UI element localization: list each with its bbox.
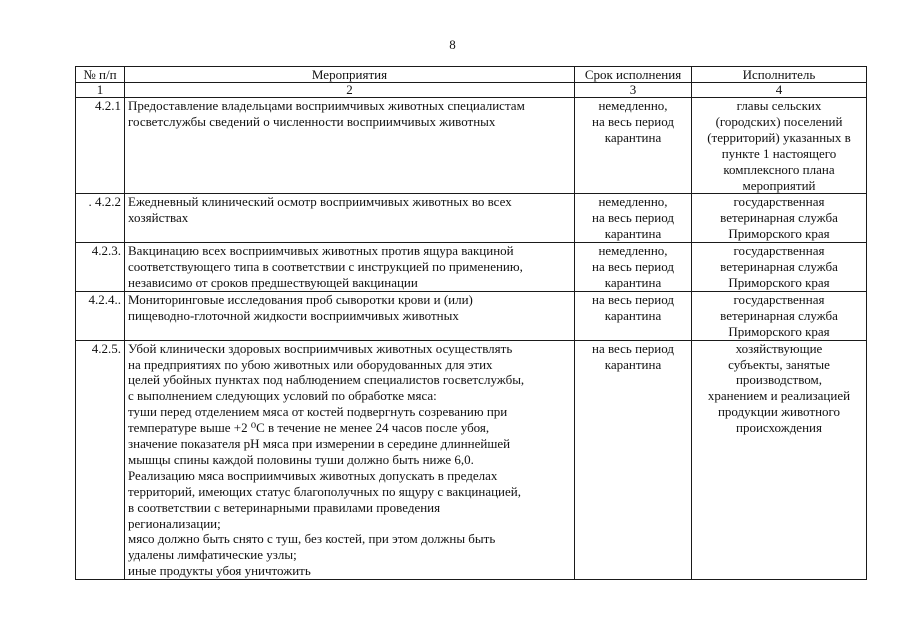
action-line: мышцы спины каждой половины туши должно быть ниже 6,0. xyxy=(128,451,474,467)
action-line: в соответствии с ветеринарными правилами проведения xyxy=(128,499,441,515)
table-row xyxy=(76,291,867,340)
row-term xyxy=(575,98,692,194)
executor-line: ветеринарная служба xyxy=(720,307,838,323)
table-row xyxy=(76,98,867,194)
term-line: карантина xyxy=(604,356,662,372)
row-number: 4.2.5. xyxy=(76,340,125,580)
column-number: 3 xyxy=(575,83,692,98)
term-line: немедленно, xyxy=(598,243,668,259)
executor-line: Приморского края xyxy=(728,274,830,290)
action-line: целей убойных пунктах под наблюдением специалистов госветслужбы, xyxy=(128,372,525,388)
term-line: немедленно, xyxy=(598,98,668,113)
row-number: 4.2.4.. xyxy=(76,291,125,340)
action-line: пищеводно-глоточной жидкости восприимчивых животных xyxy=(128,307,459,323)
term-line: на весь период xyxy=(591,259,674,275)
column-number-row xyxy=(76,83,867,98)
term-line: на весь период xyxy=(591,210,674,226)
column-number: 1 xyxy=(76,83,125,98)
row-number: . 4.2.2 xyxy=(76,194,125,243)
row-number: 4.2.1 xyxy=(76,98,125,194)
executor-line: ветеринарная служба xyxy=(720,210,838,226)
executor-line: мероприятий xyxy=(742,177,816,193)
term-line: карантина xyxy=(604,307,662,323)
action-line: туши перед отделением мяса от костей подвергнуть созреванию при xyxy=(128,404,508,420)
executor-line: (городских) поселений xyxy=(715,113,843,129)
row-term xyxy=(575,194,692,243)
executor-line: хозяйствующие xyxy=(735,340,823,356)
executor-line: субъекты, занятые xyxy=(728,356,830,372)
action-line: территорий, имеющих статус благополучных по ящуру с вакцинацией, xyxy=(128,483,521,499)
table-row xyxy=(76,340,867,580)
executor-line: происхождения xyxy=(736,420,822,436)
action-line: иные продукты убоя уничтожить xyxy=(128,563,311,579)
header-row xyxy=(76,67,867,83)
row-term xyxy=(575,291,692,340)
term-line: на весь период xyxy=(591,113,674,129)
action-line: мясо должно быть снято с туш, без костей, при этом должны быть xyxy=(128,531,496,547)
action-line: температуре выше +2 ⁰С в течение не менее 24 часов после убоя, xyxy=(128,420,490,436)
action-line: с выполнением следующих условий по обработке мяса: xyxy=(128,388,437,404)
executor-line: хранением и реализацией xyxy=(707,388,851,404)
row-executor xyxy=(692,291,867,340)
term-line: на весь период xyxy=(591,291,674,307)
action-line: госветслужбы сведений о численности восприимчивых животных xyxy=(128,113,496,129)
executor-line: государственная xyxy=(733,291,825,307)
term-line: карантина xyxy=(604,129,662,145)
term-line: немедленно, xyxy=(598,194,668,210)
executor-line: государственная xyxy=(733,194,825,210)
action-line: значение показателя pH мяса при измерении в середине длиннейшей xyxy=(128,436,511,452)
executor-line: продукции животного xyxy=(717,404,841,420)
action-line: соответствующего типа в соответствии с инструкцией по применению, xyxy=(128,259,523,275)
action-line: независимо от сроков предшествующей вакцинации xyxy=(128,274,418,290)
column-number: 2 xyxy=(125,83,575,98)
table-row xyxy=(76,243,867,292)
row-executor xyxy=(692,340,867,580)
row-executor xyxy=(692,243,867,292)
executor-line: пункте 1 настоящего xyxy=(721,145,837,161)
executor-line: производством, xyxy=(735,372,823,388)
row-action xyxy=(125,243,575,292)
header-num: № п/п xyxy=(76,67,125,83)
column-number: 4 xyxy=(692,83,867,98)
term-line: на весь период xyxy=(591,340,674,356)
action-line: хозяйствах xyxy=(128,210,189,226)
executor-line: главы сельских xyxy=(736,98,822,113)
term-line: карантина xyxy=(604,274,662,290)
measures-table xyxy=(75,66,867,580)
executor-line: Приморского края xyxy=(728,226,830,242)
action-line: удалены лимфатические узлы; xyxy=(128,547,297,563)
row-action xyxy=(125,98,575,194)
action-line: регионализации; xyxy=(128,515,221,531)
executor-line: государственная xyxy=(733,243,825,259)
action-line: Вакцинацию всех восприимчивых животных против ящура вакциной xyxy=(128,243,514,259)
row-executor xyxy=(692,194,867,243)
row-action xyxy=(125,194,575,243)
action-line: Убой клинически здоровых восприимчивых животных осуществлять xyxy=(128,340,513,356)
table-row xyxy=(76,194,867,243)
header-executor: Исполнитель xyxy=(692,67,867,83)
action-line: Мониторинговые исследования проб сыворотки крови и (или) xyxy=(128,291,473,307)
action-line: Ежедневный клинический осмотр восприимчивых животных во всех xyxy=(128,194,512,210)
action-line: Предоставление владельцами восприимчивых животных специалистам xyxy=(128,98,525,113)
row-term xyxy=(575,243,692,292)
term-line: карантина xyxy=(604,226,662,242)
row-term xyxy=(575,340,692,580)
executor-line: Приморского края xyxy=(728,323,830,339)
action-line: Реализацию мяса восприимчивых животных допускать в пределах xyxy=(128,467,498,483)
header-action: Мероприятия xyxy=(125,67,575,83)
action-line: на предприятиях по убою животных или оборудованных для этих xyxy=(128,356,493,372)
row-executor xyxy=(692,98,867,194)
executor-line: комплексного плана xyxy=(723,161,835,177)
row-number: 4.2.3. xyxy=(76,243,125,292)
executor-line: (территорий) указанных в xyxy=(707,129,851,145)
header-term: Срок исполнения xyxy=(575,67,692,83)
executor-line: ветеринарная служба xyxy=(720,259,838,275)
page-number: 8 xyxy=(449,37,456,52)
row-action xyxy=(125,291,575,340)
row-action xyxy=(125,340,575,580)
